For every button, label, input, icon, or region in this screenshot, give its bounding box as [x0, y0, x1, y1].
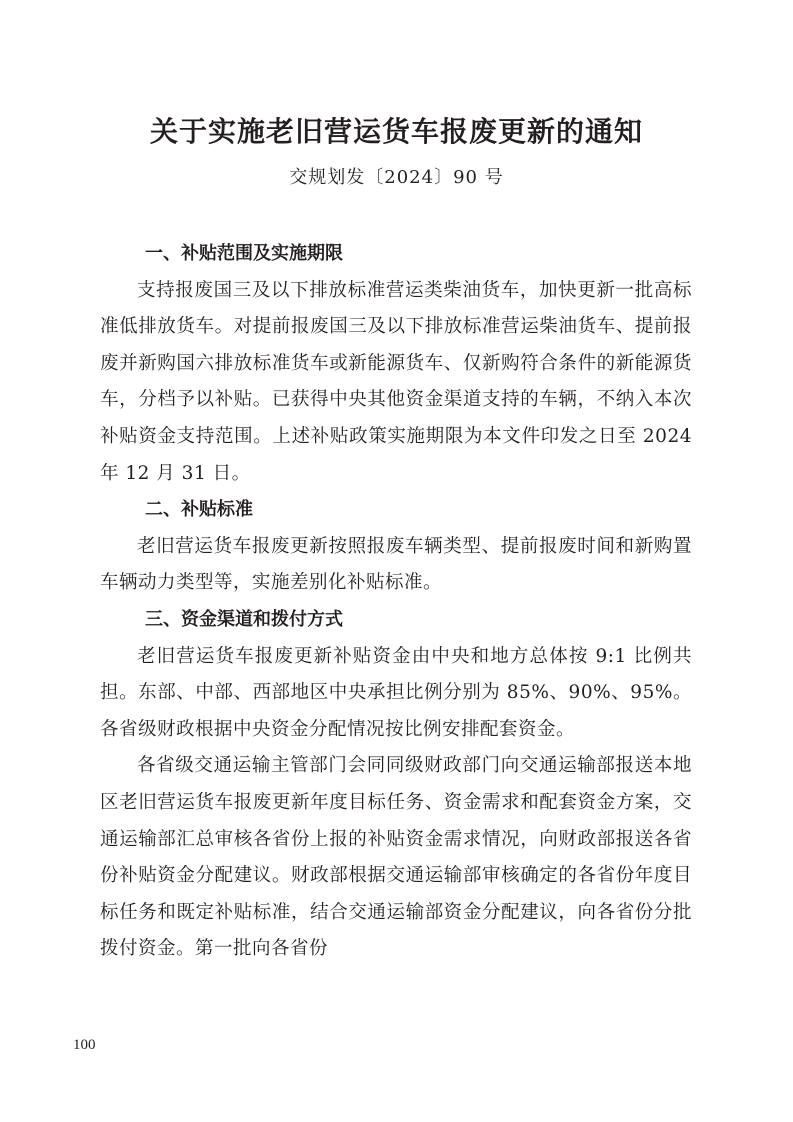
section-funding-channels [100, 602, 692, 968]
paragraph: 老旧营运货车报废更新补贴资金由中央和地方总体按 9:1 比例共担。东部、中部、西部地区中央承担比例分别为 85%、90%、95%。各省级财政根据中央资金分配情况按比例安排配套资金。 [100, 645, 692, 740]
document-title: 关于实施老旧营运货车报废更新的通知 [149, 115, 643, 148]
section-heading: 二、补贴标准 [145, 499, 253, 521]
section-heading: 一、补贴范围及实施期限 [145, 243, 343, 264]
paragraph: 支持报废国三及以下排放标准营运类柴油货车，加快更新一批高标准低排放货车。对提前报废国三及以下排放标准营运柴油货车、提前报废并新购国六排放标准货车或新能源货车、仅新购符合条件的新能源货车，分档予以补贴。已获得中央其他资金渠道支持的车辆，不纳入本次补贴资金支持范围。上述补贴政策实施期限为本文件印发之日至 2024 年 12 月 31 日。 [100, 279, 692, 484]
document-number: 交规划发〔2024〕90 号 [289, 167, 504, 188]
page-number: 100 [73, 1037, 96, 1053]
section-subsidy-scope [100, 236, 692, 492]
section-subsidy-standard [100, 492, 692, 602]
paragraph: 老旧营运货车报废更新按照报废车辆类型、提前报废时间和新购置车辆动力类型等，实施差别化补贴标准。 [100, 535, 692, 594]
section-heading: 三、资金渠道和拨付方式 [145, 608, 343, 630]
document-body [100, 236, 692, 968]
paragraph: 各省级交通运输主管部门会同同级财政部门向交通运输部报送本地区老旧营运货车报废更新年度目标任务、资金需求和配套资金方案，交通运输部汇总审核各省份上报的补贴资金需求情况，向财政部报送各省份补贴资金分配建议。财政部根据交通运输部审核确定的各省份年度目标任务和既定补贴标准，结合交通运输部资金分配建议，向各省份分批拨付资金。第一批向各省份 [100, 755, 692, 960]
